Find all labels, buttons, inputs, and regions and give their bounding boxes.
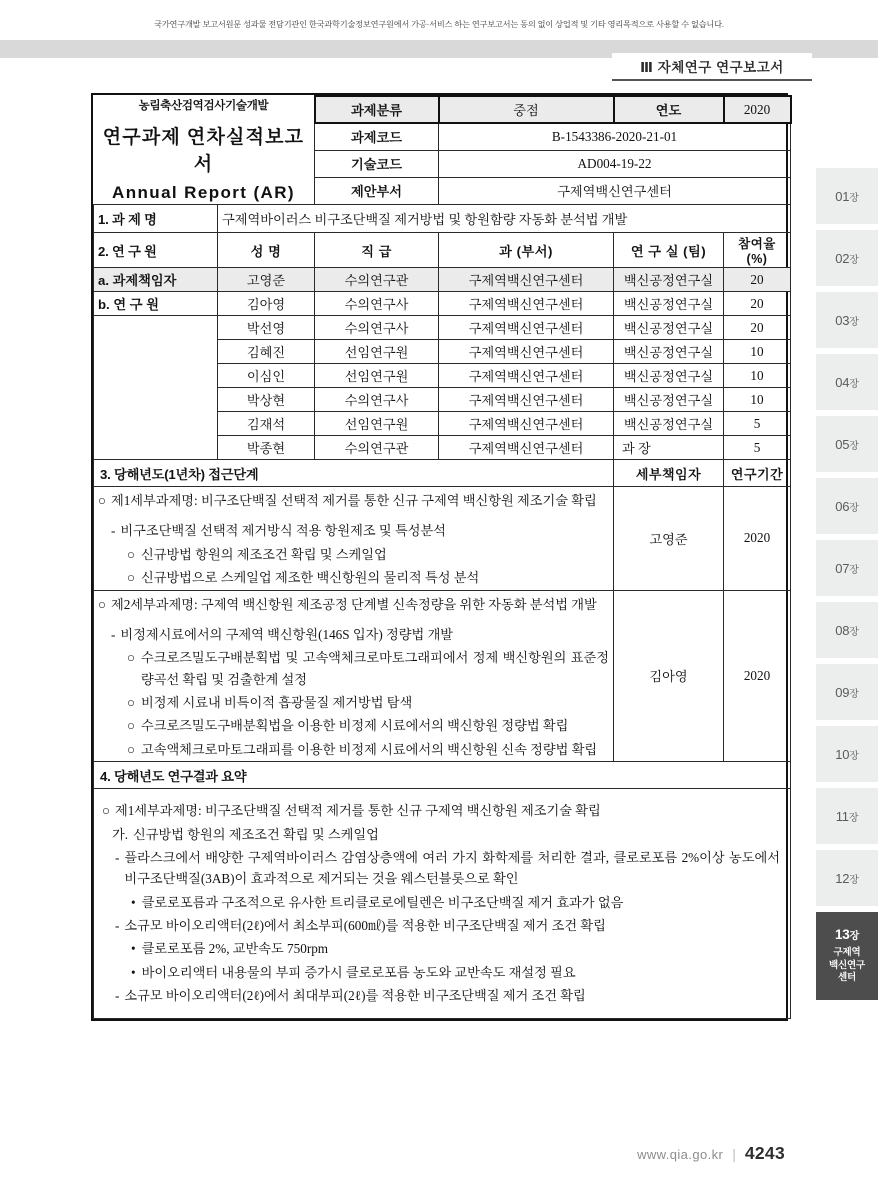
researcher-pct: 5 — [724, 412, 791, 436]
chapter-tab-number: 02 — [835, 250, 850, 266]
chapter-tab-05[interactable] — [816, 416, 878, 472]
chapter-tab-12[interactable] — [816, 850, 878, 906]
chapter-tab-10[interactable] — [816, 726, 878, 782]
section3-col-owner: 세부책임자 — [614, 460, 724, 487]
researcher-dept: 구제역백신연구센터 — [439, 436, 614, 460]
researcher-name: 박선영 — [218, 316, 315, 340]
bullet-hollow-circle-icon: ○ — [127, 741, 135, 757]
report-title-ko: 연구과제 연차실적보고서 — [102, 127, 305, 175]
researcher-rank: 선임연구원 — [315, 340, 439, 364]
section1-label: 1. 과 제 명 — [94, 205, 218, 233]
bullet-dash-icon: - — [115, 918, 120, 933]
researcher-role — [94, 316, 218, 340]
researcher-name: 박상현 — [218, 388, 315, 412]
approach-item: 고속액체크로마토그래피를 이용한 비정제 시료에서의 백신항원 신속 정량법 확립 — [140, 741, 598, 757]
researcher-dept: 구제역백신연구센터 — [439, 316, 614, 340]
chapter-tab-number: 10 — [835, 746, 850, 762]
bullet-hollow-circle-icon: ○ — [127, 570, 135, 586]
approach-item: 신규방법 항원의 제조조건 확립 및 스케일업 — [140, 546, 387, 562]
bullet-circle-icon: ○ — [98, 596, 106, 612]
chapter-tab-number: 08 — [835, 622, 850, 638]
researcher-rank: 수의연구사 — [315, 388, 439, 412]
subproject2-period: 2020 — [724, 590, 791, 762]
copyright-disclaimer: 국가연구개발 보고서원문 성과물 전담기관인 한국과학기술정보연구원에서 가공·서비스 하는 연구보고서는 동의 없이 상업적 및 기타 영리목적으로 사용할 수 없습니다. — [154, 20, 724, 29]
chapter-tab-suffix: 장 — [848, 812, 859, 824]
researcher-lab: 백신공정연구실 — [614, 364, 724, 388]
chapter-tab-11[interactable] — [816, 788, 878, 844]
researcher-dept: 구제역백신연구센터 — [439, 412, 614, 436]
researcher-lab: 백신공정연구실 — [614, 340, 724, 364]
chapter-tab-number: 11 — [835, 808, 849, 824]
field-value-project-code: B-1543386-2020-21-01 — [439, 123, 791, 150]
approach-item: 수크로즈밀도구배분획법 및 고속액체크로마토그래피에서 정제 백신항원의 표준정량곡선 확립 및 검출한계 설정 — [140, 650, 610, 687]
bullet-hollow-circle-icon: ○ — [127, 546, 135, 562]
footer-url[interactable]: www.qia.go.kr — [637, 1147, 724, 1162]
chapter-tab-suffix: 장 — [849, 564, 859, 576]
chapter-tab-suffix: 장 — [849, 874, 859, 886]
researcher-role — [94, 412, 218, 436]
researcher-role: b. 연 구 원 — [94, 292, 218, 316]
researcher-role — [94, 436, 218, 460]
researcher-pct: 20 — [724, 316, 791, 340]
bullet-circle-icon: ○ — [102, 803, 110, 819]
bullet-dash-icon: - — [111, 626, 116, 642]
bullet-circle-icon: ○ — [98, 493, 106, 508]
researcher-role — [94, 388, 218, 412]
footer-separator: | — [732, 1146, 736, 1162]
researcher-dept: 구제역백신연구센터 — [439, 364, 614, 388]
researcher-rank: 선임연구원 — [315, 364, 439, 388]
bullet-dot-icon: • — [131, 894, 136, 910]
page-footer — [637, 1143, 785, 1164]
field-label-tech-code: 기술코드 — [315, 150, 439, 177]
researcher-rank: 수의연구관 — [315, 268, 439, 292]
chapter-tab-number: 06 — [835, 498, 850, 514]
chapter-tab-13-active[interactable] — [816, 912, 878, 1000]
researcher-rank: 수의연구사 — [315, 292, 439, 316]
researcher-dept: 구제역백신연구센터 — [439, 388, 614, 412]
field-label-project-code: 과제코드 — [315, 123, 439, 150]
field-label-year: 연도 — [614, 96, 724, 123]
subproject2-title: 제2세부과제명: 구제역 백신항원 제조공정 단계별 신속정량을 위한 자동화 분석법 개발 — [110, 596, 597, 612]
approach-item: 비구조단백질 선택적 제거방식 적용 항원제조 및 특성분석 — [120, 523, 446, 539]
researcher-name: 김혜진 — [218, 340, 315, 364]
result-item: 바이오리액터 내용물의 부피 증가시 클로로포름 농도와 교반속도 재설정 필요 — [141, 964, 576, 980]
researcher-dept: 구제역백신연구센터 — [439, 268, 614, 292]
chapter-tab-suffix: 장 — [849, 440, 859, 452]
researcher-lab: 백신공정연구실 — [614, 412, 724, 436]
chapter-tab-rail[interactable] — [816, 168, 878, 1006]
researcher-name: 김재석 — [218, 412, 315, 436]
bullet-hollow-circle-icon: ○ — [127, 718, 135, 734]
running-head-rule — [612, 79, 812, 81]
chapter-tab-number: 09 — [835, 684, 850, 700]
field-value-proposing-dept: 구제역백신연구센터 — [439, 177, 791, 204]
section4-body — [94, 789, 791, 1018]
researcher-lab: 백신공정연구실 — [614, 388, 724, 412]
researcher-rank: 수의연구사 — [315, 316, 439, 340]
bullet-dash-icon: - — [115, 988, 120, 1004]
researcher-name: 김아영 — [218, 292, 315, 316]
researcher-lab: 백신공정연구실 — [614, 268, 724, 292]
section3-col-period: 연구기간 — [724, 460, 791, 487]
chapter-tab-suffix: 장 — [849, 626, 859, 638]
section1-value: 구제역바이러스 비구조단백질 제거방법 및 항원함량 자동화 분석법 개발 — [218, 205, 791, 233]
col-header-rank: 직 급 — [315, 233, 439, 268]
chapter-tab-number: 03 — [835, 312, 850, 328]
chapter-tab-suffix: 장 — [849, 502, 859, 514]
chapter-tab-suffix: 장 — [849, 750, 859, 762]
researcher-name: 이심인 — [218, 364, 315, 388]
program-name: 농림축산검역검사기술개발 — [138, 100, 269, 112]
report-title-en: Annual Report (AR) — [112, 183, 295, 202]
bullet-dash-icon: - — [115, 849, 120, 865]
section2-label: 2. 연 구 원 — [94, 233, 218, 268]
field-label-category: 과제분류 — [315, 96, 439, 123]
chapter-tab-01[interactable] — [816, 168, 878, 224]
field-label-proposing-dept: 제안부서 — [315, 177, 439, 204]
result-subhead: 신규방법 항원의 제조조건 확립 및 스케일업 — [133, 826, 379, 842]
result-item: 소규모 바이오리액터(2ℓ)에서 최소부피(600㎖)를 적용한 비구조단백질 제거 조건 확립 — [124, 918, 606, 933]
chapter-tab-08[interactable] — [816, 602, 878, 658]
section3-block2-body — [94, 590, 614, 762]
chapter-tab-suffix: 장 — [849, 254, 859, 266]
result-subhead-marker: 가. — [112, 826, 129, 842]
page-number: 4243 — [744, 1143, 785, 1163]
chapter-tab-number: 04 — [835, 374, 850, 390]
result-item: 플라스크에서 배양한 구제역바이러스 감염상층액에 여러 가지 화학제를 처리한 결과, 클로로포름 2%이상 농도에서 비구조단백질(3AB)이 효과적으로 제거되는 것을 웨스턴블롯으로 확인 — [124, 849, 781, 887]
subproject1-period: 2020 — [724, 487, 791, 591]
researcher-name: 박종현 — [218, 436, 315, 460]
researcher-role — [94, 364, 218, 388]
chapter-tab-number: 12 — [835, 870, 850, 886]
report-table — [91, 93, 788, 1021]
approach-item: 비정제 시료내 비특이적 흡광물질 제거방법 탐색 — [140, 695, 413, 710]
chapter-tab-subtitle: 구제역 백신연구 센터 — [829, 947, 865, 984]
researcher-dept: 구제역백신연구센터 — [439, 292, 614, 316]
chapter-tab-09[interactable] — [816, 664, 878, 720]
approach-item: 신규방법으로 스케일업 제조한 백신항원의 물리적 특성 분석 — [140, 570, 480, 586]
result-item: 클로로포름과 구조적으로 유사한 트리클로로에틸렌은 비구조단백질 제거 효과가 없음 — [141, 894, 624, 910]
chapter-tab-suffix: 장 — [849, 316, 859, 328]
researcher-role: a. 과제책임자 — [94, 268, 218, 292]
section3-block1-body — [94, 487, 614, 591]
researcher-pct: 20 — [724, 268, 791, 292]
chapter-tab-suffix: 장 — [849, 378, 859, 390]
result-item: 클로로포름 2%, 교반속도 750rpm — [141, 941, 329, 957]
researcher-pct: 10 — [724, 340, 791, 364]
researcher-pct: 20 — [724, 292, 791, 316]
section4-label: 4. 당해년도 연구결과 요약 — [94, 762, 791, 789]
subproject2-owner: 김아영 — [614, 590, 724, 762]
researcher-lab: 백신공정연구실 — [614, 316, 724, 340]
result-subproject-title: 제1세부과제명: 비구조단백질 선택적 제거를 통한 신규 구제역 백신항원 제조기술 확립 — [114, 803, 601, 819]
bullet-hollow-circle-icon: ○ — [127, 650, 135, 666]
report-title-cell — [94, 96, 315, 205]
chapter-tab-number: 13 — [834, 927, 850, 943]
researcher-name: 고영준 — [218, 268, 315, 292]
researcher-pct: 10 — [724, 364, 791, 388]
section3-label: 3. 당해년도(1년차) 접근단계 — [94, 460, 614, 487]
subproject1-title: 제1세부과제명: 비구조단백질 선택적 제거를 통한 신규 구제역 백신항원 제조기술 확립 — [110, 493, 597, 508]
researcher-lab: 과 장 — [614, 436, 724, 460]
researcher-role — [94, 340, 218, 364]
col-header-name: 성 명 — [218, 233, 315, 268]
chapter-tab-03[interactable] — [816, 292, 878, 348]
researcher-rank: 수의연구관 — [315, 436, 439, 460]
bullet-hollow-circle-icon: ○ — [127, 695, 135, 710]
researcher-rank: 선임연구원 — [315, 412, 439, 436]
bullet-dot-icon: • — [131, 941, 136, 957]
field-value-year: 2020 — [724, 96, 791, 123]
chapter-tab-suffix: 장 — [849, 688, 859, 700]
col-header-participation: 참여율(%) — [724, 233, 791, 268]
running-head: Ⅲ 자체연구 연구보고서 — [612, 53, 812, 79]
field-value-category: 중점 — [439, 96, 614, 123]
researcher-pct: 10 — [724, 388, 791, 412]
chapter-tab-number: 07 — [835, 560, 850, 576]
chapter-tab-04[interactable] — [816, 354, 878, 410]
chapter-tab-number: 05 — [835, 436, 850, 452]
chapter-tab-07[interactable] — [816, 540, 878, 596]
bullet-dot-icon: • — [131, 964, 136, 980]
col-header-lab: 연 구 실 (팀) — [614, 233, 724, 268]
chapter-tab-number: 01 — [835, 188, 850, 204]
chapter-tab-02[interactable] — [816, 230, 878, 286]
subproject1-owner: 고영준 — [614, 487, 724, 591]
researcher-dept: 구제역백신연구센터 — [439, 340, 614, 364]
chapter-tab-06[interactable] — [816, 478, 878, 534]
result-item: 소규모 바이오리액터(2ℓ)에서 최대부피(2ℓ)를 적용한 비구조단백질 제거 조건 확립 — [124, 988, 586, 1004]
col-header-dept: 과 (부서) — [439, 233, 614, 268]
bullet-dash-icon: - — [111, 523, 116, 539]
field-value-tech-code: AD004-19-22 — [439, 150, 791, 177]
researcher-pct: 5 — [724, 436, 791, 460]
approach-item: 비정제시료에서의 구제역 백신항원(146S 입자) 정량법 개발 — [120, 626, 454, 642]
approach-item: 수크로즈밀도구배분획법을 이용한 비정제 시료에서의 백신항원 정량법 확립 — [140, 718, 569, 734]
chapter-tab-suffix: 장 — [849, 192, 859, 204]
researcher-lab: 백신공정연구실 — [614, 292, 724, 316]
chapter-tab-suffix: 장 — [849, 931, 860, 943]
